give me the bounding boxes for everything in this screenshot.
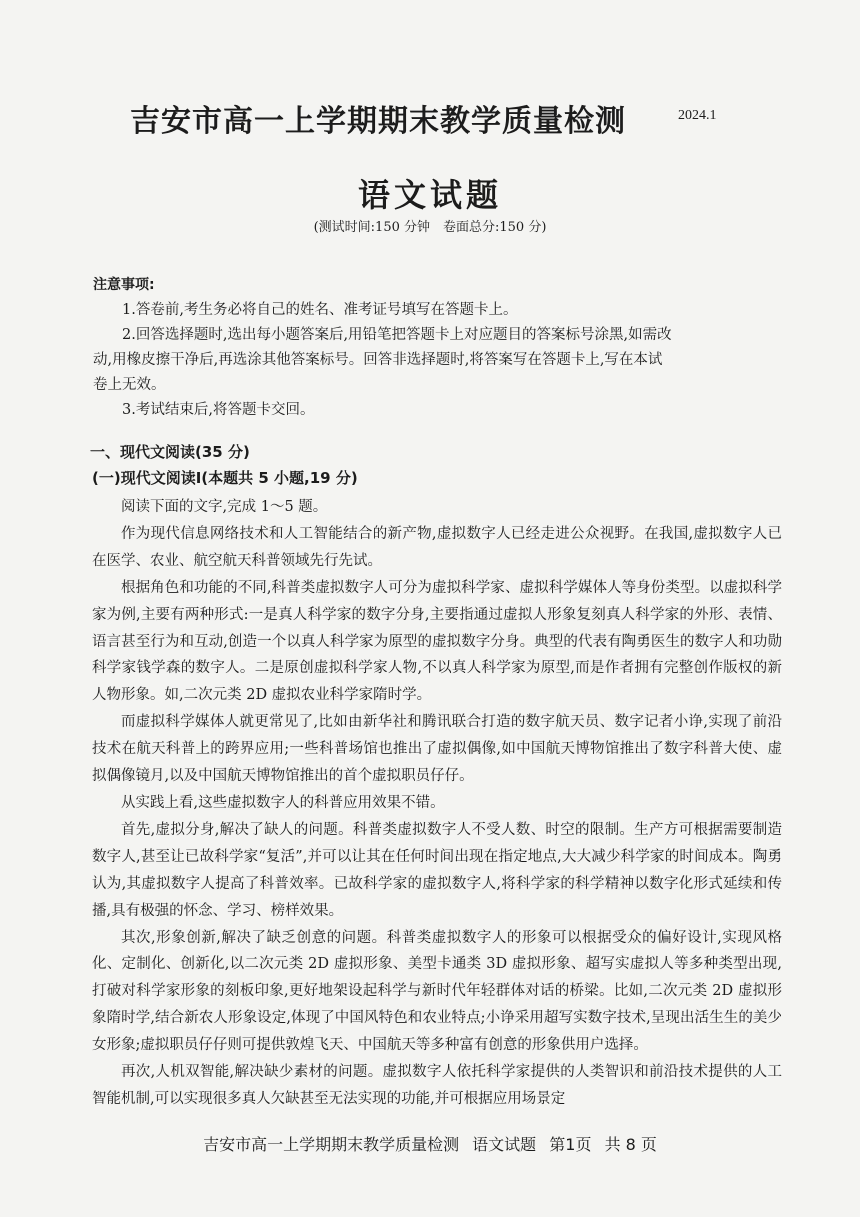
notice-item: 动,用橡皮擦干净后,再选涂其他答案标号。回答非选择题时,将答案写在答题卡上,写在本试 (93, 352, 663, 368)
exam-date: 2024.1 (678, 108, 717, 123)
section-title: 一、现代文阅读(35 分) (90, 443, 250, 461)
notice-item: 卷上无效。 (93, 377, 166, 393)
notice-item: 2.回答选择题时,选出每小题答案后,用铅笔把答题卡上对应题目的答案标号涂黑,如需改 (122, 327, 672, 343)
footer-title: 吉安市高一上学期期末教学质量检测 (203, 1135, 460, 1154)
paragraph: 作为现代信息网络技术和人工智能结合的新产物,虚拟数字人已经走进公众视野。在我国,虚拟数字人已在医学、农业、航空航天科普领域先行先试。 (92, 525, 782, 569)
paragraph: 而虚拟科学媒体人就更常见了,比如由新华社和腾讯联合打造的数字航天员、数字记者小诤,实现了前沿技术在航天科普上的跨界应用;一些科普场馆也推出了虚拟偶像,如中国航天博物馆推出了数字科普大使、虚拟偶像镜月,以及中国航天博物馆推出的首个虚拟职员仔仔。 (92, 714, 782, 785)
paragraph: 再次,人机双智能,解决缺少素材的问题。虚拟数字人依托科学家提供的人类智识和前沿技术提供的人工智能机制,可以实现很多真人欠缺甚至无法实现的功能,并可根据应用场景定 (92, 1064, 782, 1107)
footer-page: 第1页 (549, 1135, 592, 1154)
reading-passage (92, 494, 782, 1113)
subsection-title: (一)现代文阅读Ⅰ(本题共 5 小题,19 分) (92, 469, 358, 487)
footer-subject: 语文试题 (472, 1135, 537, 1154)
notice-item: 1.答卷前,考生务必将自己的姓名、准考证号填写在答题卡上。 (122, 302, 518, 318)
exam-meta: (测试时间:150 分钟 卷面总分:150 分) (313, 220, 547, 235)
paragraph: 首先,虚拟分身,解决了缺人的问题。科普类虚拟数字人不受人数、时空的限制。生产方可根据需要制造数字人,甚至让已故科学家“复活”,并可以让其在任何时间出现在指定地点,大大减少科学家的时间成本。陶勇认为,其虚拟数字人提高了科普效率。已故科学家的虚拟数字人,将科学家的科学精神以数字化形式延续和传播,具有极强的怀念、学习、榜样效果。 (92, 821, 782, 919)
paragraph: 其次,形象创新,解决了缺乏创意的问题。科普类虚拟数字人的形象可以根据受众的偏好设计,实现风格化、定制化、创新化,以二次元类 2D 虚拟形象、美型卡通类 3D 虚拟形象、超写实虚拟人等多种类型出现,打破对科学家形象的刻板印象,更好地架设起科学与新时代年轻群体对话的桥梁。比如,二次元类 2D 虚拟形象隋时学,结合新农人形象设定,体现了中国风特色和农业特点;小诤采用超写实数字技术,呈现出活生生的美少女形象;虚拟职员仔仔则可提供敦煌飞天、中国航天等多种富有创意的形象供用户选择。 (92, 929, 782, 1054)
notice-item: 3.考试结束后,将答题卡交回。 (122, 402, 315, 418)
footer-total: 共 8 页 (604, 1135, 657, 1154)
paragraph: 阅读下面的文字,完成 1～5 题。 (121, 499, 328, 515)
page-footer (0, 1132, 860, 1155)
paragraph: 根据角色和功能的不同,科普类虚拟数字人可分为虚拟科学家、虚拟科学媒体人等身份类型。以虚拟科学家为例,主要有两种形式:一是真人科学家的数字分身,主要指通过虚拟人形象复刻真人科学家的外形、表情、语言甚至行为和互动,创造一个以真人科学家为原型的虚拟数字分身。典型的代表有陶勇医生的数字人和功勋科学家钱学森的数字人。二是原创虚拟科学家人物,不以真人科学家为原型,而是作者拥有完整创作版权的新人物形象。如,二次元类 2D 虚拟农业科学家隋时学。 (92, 579, 782, 704)
paragraph: 从实践上看,这些虚拟数字人的科普应用效果不错。 (121, 794, 445, 811)
subject-title: 语文试题 (357, 176, 502, 214)
notice-block (93, 273, 783, 423)
notice-heading: 注意事项: (93, 277, 155, 293)
exam-title: 吉安市高一上学期期末教学质量检测 (130, 104, 626, 139)
